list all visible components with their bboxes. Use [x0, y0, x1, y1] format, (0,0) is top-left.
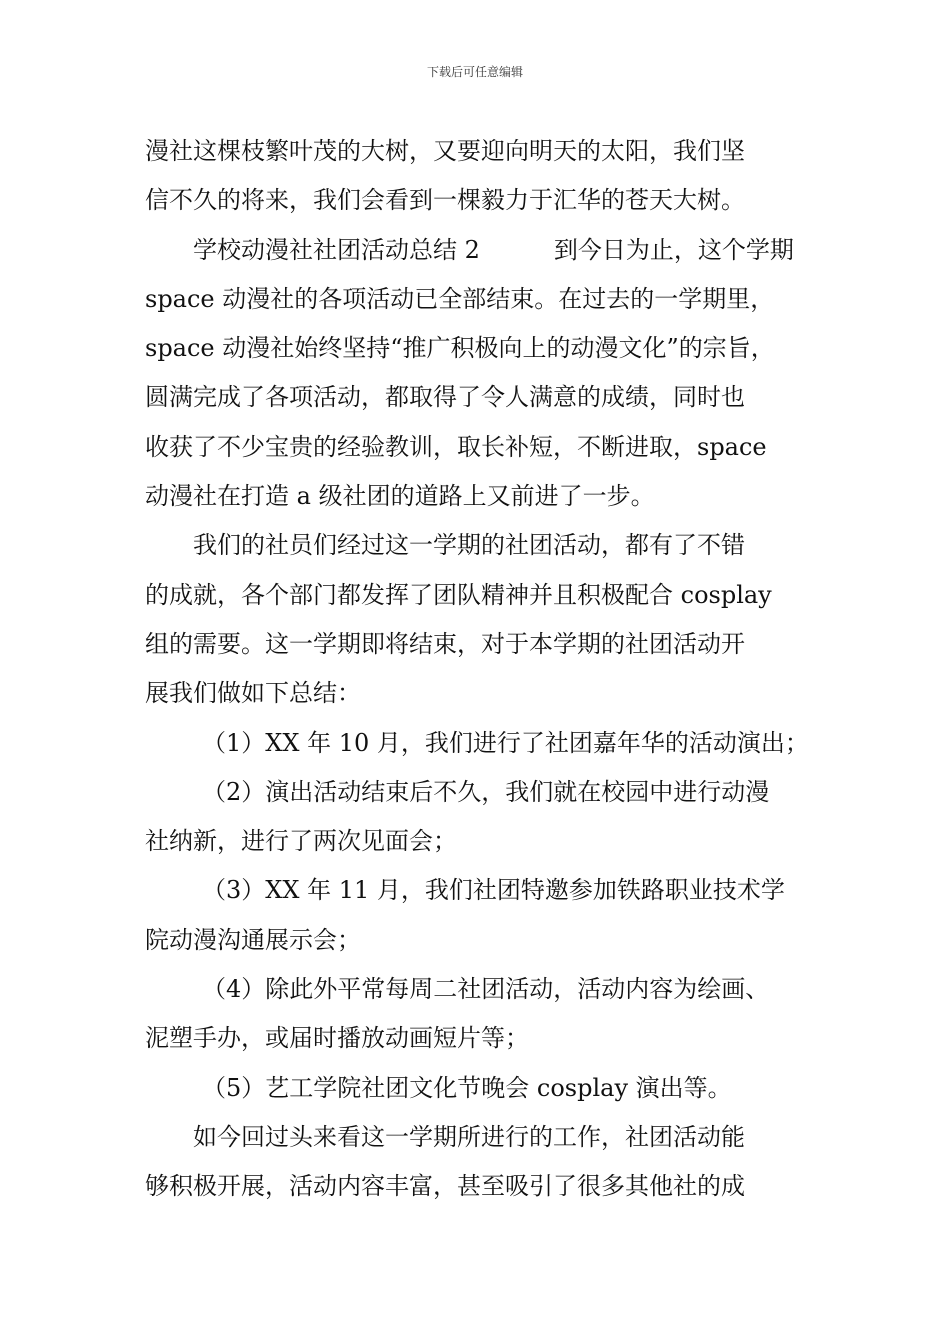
list-item-5: （5）艺工学院社团文化节晚会 cosplay 演出等。	[202, 1073, 732, 1102]
list-item-4-cont: 泥塑手办，或届时播放动画短片等；	[145, 1024, 529, 1053]
text-line: space 动漫社始终坚持“推广积极向上的动漫文化”的宗旨，	[145, 334, 775, 363]
paragraph-start: 到今日为止，这个学期	[553, 235, 794, 264]
page-header: 下载后可任意编辑	[426, 65, 523, 79]
text-line: 漫社这棵枝繁叶茂的大树，又要迎向明天的太阳，我们坚	[145, 137, 745, 165]
text-line: 的成就，各个部门都发挥了团队精神并且积极配合 cosplay	[145, 580, 772, 609]
section-heading: 学校动漫社社团活动总结 2	[193, 235, 480, 264]
text-line: 组的需要。这一学期即将结束，对于本学期的社团活动开	[145, 629, 745, 658]
text-line: space 动漫社的各项活动已全部结束。在过去的一学期里，	[145, 284, 775, 313]
text-line: 圆满完成了各项活动，都取得了令人满意的成绩，同时也	[145, 383, 745, 412]
text-line: 动漫社在打造 a 级社团的道路上又前进了一步。	[145, 482, 655, 511]
text-line-with-heading	[145, 226, 810, 275]
text-line: 展我们做如下总结：	[145, 679, 361, 708]
document-body	[145, 127, 810, 1212]
list-item-2-cont: 社纳新，进行了两次见面会；	[145, 827, 457, 856]
paragraph-first-line: 我们的社员们经过这一学期的社团活动，都有了不错	[193, 531, 745, 560]
text-line: 信不久的将来，我们会看到一棵毅力于汇华的苍天大树。	[145, 186, 745, 215]
text-line: 收获了不少宝贵的经验教训，取长补短，不断进取，space	[145, 432, 767, 461]
list-item-4: （4）除此外平常每周二社团活动，活动内容为绘画、	[202, 975, 770, 1004]
list-item-1: （1）XX 年 10 月，我们进行了社团嘉年华的活动演出；	[202, 728, 809, 757]
list-item-3: （3）XX 年 11 月，我们社团特邀参加铁路职业技术学	[202, 876, 785, 905]
text-line: 够积极开展，活动内容丰富，甚至吸引了很多其他社的成	[145, 1172, 745, 1201]
list-item-3-cont: 院动漫沟通展示会；	[145, 925, 361, 954]
list-item-2: （2）演出活动结束后不久，我们就在校园中进行动漫	[202, 777, 770, 806]
paragraph-first-line: 如今回过头来看这一学期所进行的工作，社团活动能	[193, 1122, 745, 1151]
